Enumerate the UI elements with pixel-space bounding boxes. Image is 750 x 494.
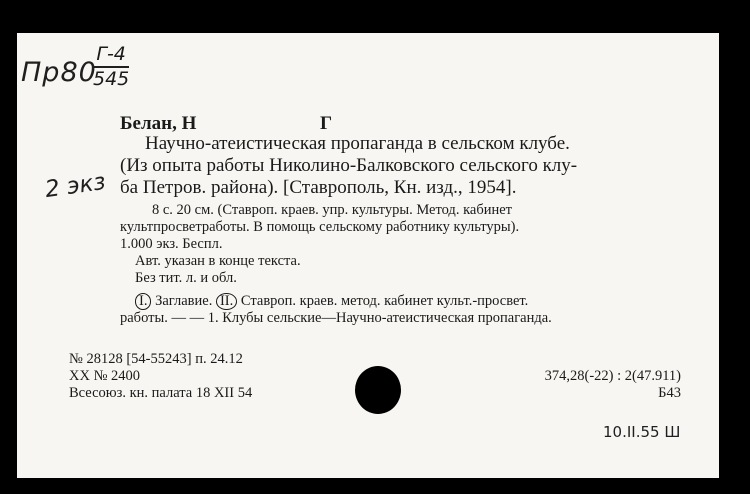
title-line: ба Петров. района). [Ставрополь, Кн. изд., 1954]. <box>120 177 517 198</box>
shelf-fraction-bottom: 545 <box>93 68 130 90</box>
tracing-text: Заглавие. <box>155 293 213 309</box>
physical-description-line: культпросветработы. В помощь сельскому работнику культуры). <box>120 219 520 235</box>
title-line: Научно-атеистическая пропаганда в сельском клубе. <box>145 133 570 154</box>
classification-number: 374,28(-22) : 2(47.911) <box>544 368 681 384</box>
registration-number: № 28128 [54-55243] п. 24.12 <box>69 351 243 367</box>
catalog-card <box>17 33 719 478</box>
registration-series: XX № 2400 <box>69 368 141 384</box>
author-initial: Г <box>320 113 333 134</box>
cutter-number: Б43 <box>658 385 681 401</box>
tracing-line: работы. — — 1. Клубы сельские—Научно-атеистическая пропаганда. <box>120 310 552 326</box>
registration-chamber: Всесоюз. кн. палата 18 XII 54 <box>69 385 253 401</box>
bibliographic-note: Без тит. л. и обл. <box>135 270 237 286</box>
title-line: (Из опыта работы Николино-Балковского сельского клу- <box>120 155 578 176</box>
shelf-fraction-top: Г-4 <box>93 43 129 68</box>
physical-description-line: 1.000 экз. Беспл. <box>120 236 223 252</box>
tracing-marker: II. <box>216 293 237 310</box>
shelf-fraction <box>93 43 129 91</box>
shelf-mark: Пр80 <box>21 57 97 88</box>
tracing-line <box>135 293 528 310</box>
inventory-number: 10.II.55 Ш <box>603 423 681 441</box>
copies-note: 2 экз <box>43 168 108 204</box>
physical-description-line: 8 с. 20 см. (Ставроп. краев. упр. культуры. Метод. кабинет <box>152 202 512 218</box>
punch-hole <box>355 366 401 414</box>
tracing-text: Ставроп. краев. метод. кабинет культ.-просвет. <box>240 293 529 309</box>
author-name: Белан, Н <box>120 113 197 134</box>
tracing-marker: I. <box>135 293 151 310</box>
bibliographic-note: Авт. указан в конце текста. <box>135 253 301 269</box>
